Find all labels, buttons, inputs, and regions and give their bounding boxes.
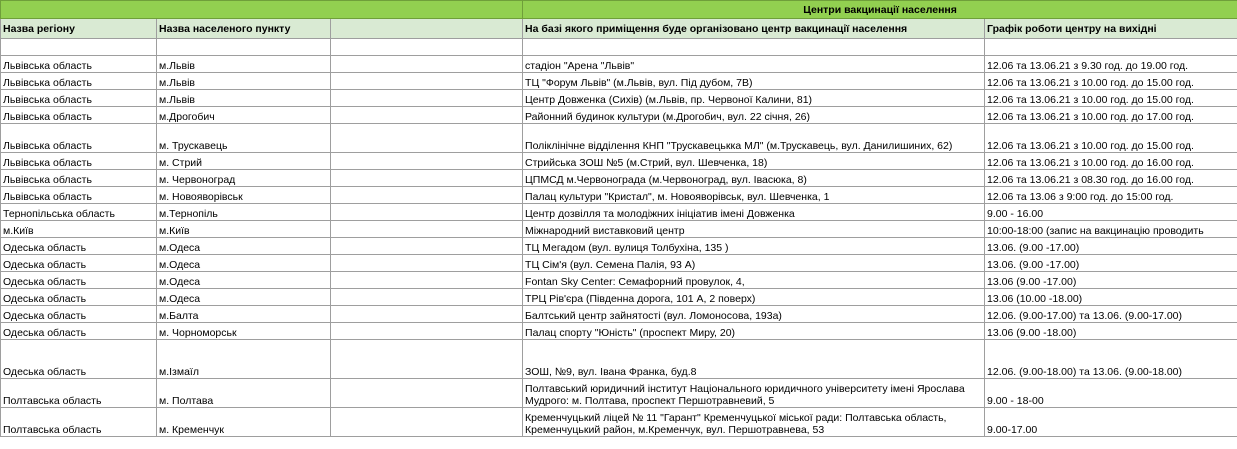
cell-region[interactable]: Львівська область [1,107,157,124]
cell-city[interactable]: м.Львів [157,73,331,90]
cell-region[interactable]: Одеська область [1,289,157,306]
cell-region[interactable]: Одеська область [1,306,157,323]
header-city[interactable]: Назва населеного пункту [157,19,331,39]
cell-schedule[interactable]: 12.06. (9.00-18.00) та 13.06. (9.00-18.00) [985,340,1237,379]
cell-blank[interactable] [331,255,523,272]
cell-schedule[interactable]: 12.06 та 13.06.21 з 10.00 год. до 17.00 год. [985,107,1237,124]
cell-schedule[interactable]: 12.06. (9.00-17.00) та 13.06. (9.00-17.00) [985,306,1237,323]
table-row [1,272,1237,289]
cell-city[interactable] [157,39,331,56]
cell-city[interactable]: м.Одеса [157,255,331,272]
cell-city[interactable]: м.Одеса [157,238,331,255]
cell-city[interactable]: м. Полтава [157,379,331,408]
cell-city[interactable]: м.Одеса [157,272,331,289]
cell-city[interactable]: м. Кременчук [157,408,331,437]
cell-schedule[interactable]: 12.06 та 13.06.21 з 9.30 год. до 19.00 год. [985,56,1237,73]
title-row [1,1,1237,19]
cell-region[interactable]: Львівська область [1,124,157,153]
cell-blank[interactable] [331,272,523,289]
cell-region[interactable]: Полтавська область [1,379,157,408]
cell-venue[interactable] [523,39,985,56]
cell-schedule[interactable]: 12.06 та 13.06.21 з 10.00 год. до 15.00 год. [985,124,1237,153]
header-venue[interactable]: На базі якого приміщення буде організовано центр вакцинації населення [523,19,985,39]
cell-city[interactable]: м.Балта [157,306,331,323]
cell-region[interactable]: Одеська область [1,340,157,379]
cell-blank[interactable] [331,204,523,221]
cell-blank[interactable] [331,39,523,56]
cell-region[interactable]: м.Київ [1,221,157,238]
cell-blank[interactable] [331,90,523,107]
cell-venue[interactable]: Палац культури "Кристал", м. Новояворівськ, вул. Шевченка, 1 [523,187,985,204]
table-row [1,153,1237,170]
cell-blank[interactable] [331,170,523,187]
table-row [1,306,1237,323]
cell-region[interactable]: Одеська область [1,255,157,272]
table-title: Центри вакцинації населення [523,1,1237,19]
cell-venue[interactable]: Поліклінічне відділення КНП "Трускавецькка МЛ" (м.Трускавець, вул. Данилишиних, 62) [523,124,985,153]
cell-blank[interactable] [331,73,523,90]
header-region[interactable]: Назва регіону [1,19,157,39]
cell-venue[interactable]: ТЦ Сім'я (вул. Семена Палія, 93 А) [523,255,985,272]
cell-venue[interactable]: стадіон "Арена "Львів" [523,56,985,73]
cell-venue[interactable]: Палац спорту "Юність" (проспект Миру, 20) [523,323,985,340]
cell-schedule[interactable]: 13.06 (9.00 -17.00) [985,272,1237,289]
cell-schedule[interactable]: 12.06 та 13.06.21 з 10.00 год. до 16.00 год. [985,153,1237,170]
title-blank-cell [1,1,523,19]
cell-schedule[interactable]: 12.06 та 13.06.21 з 10.00 год. до 15.00 год. [985,73,1237,90]
cell-schedule[interactable]: 9.00 - 16.00 [985,204,1237,221]
cell-blank[interactable] [331,379,523,408]
cell-city[interactable]: м.Дрогобич [157,107,331,124]
header-schedule[interactable]: Графік роботи центру на вихідні [985,19,1237,39]
cell-city[interactable]: м. Трускавець [157,124,331,153]
cell-schedule[interactable]: 12.06 та 13.06.21 з 10.00 год. до 15.00 год. [985,90,1237,107]
cell-region[interactable] [1,39,157,56]
cell-city[interactable]: м.Київ [157,221,331,238]
cell-venue[interactable]: ТРЦ Рів'єра (Південна дорога, 101 А, 2 поверх) [523,289,985,306]
cell-blank[interactable] [331,107,523,124]
cell-venue[interactable]: Районний будинок культури (м.Дрогобич, вул. 22 січня, 26) [523,107,985,124]
cell-blank[interactable] [331,306,523,323]
table-row [1,323,1237,340]
cell-blank[interactable] [331,221,523,238]
cell-city[interactable]: м. Стрий [157,153,331,170]
table-row [1,221,1237,238]
cell-region[interactable]: Одеська область [1,238,157,255]
cell-city[interactable]: м.Одеса [157,289,331,306]
table-row [1,289,1237,306]
header-blank[interactable] [331,19,523,39]
cell-region[interactable]: Львівська область [1,90,157,107]
cell-city[interactable]: м. Червоноград [157,170,331,187]
cell-region[interactable]: Львівська область [1,73,157,90]
cell-venue[interactable]: Балтський центр зайнятості (вул. Ломоносова, 193а) [523,306,985,323]
cell-city[interactable]: м. Чорноморськ [157,323,331,340]
cell-region[interactable]: Одеська область [1,272,157,289]
cell-region[interactable]: Львівська область [1,187,157,204]
cell-region[interactable]: Тернопільська область [1,204,157,221]
cell-schedule[interactable]: 9.00 - 18-00 [985,379,1237,408]
table-row [1,90,1237,107]
cell-region[interactable]: Львівська область [1,56,157,73]
cell-region[interactable]: Львівська область [1,153,157,170]
cell-schedule[interactable]: 12.06 та 13.06.21 з 08.30 год. до 16.00 год. [985,170,1237,187]
cell-venue[interactable]: Стрийська ЗОШ №5 (м.Стрий, вул. Шевченка, 18) [523,153,985,170]
cell-schedule[interactable]: 13.06. (9.00 -17.00) [985,255,1237,272]
cell-blank[interactable] [331,408,523,437]
cell-blank[interactable] [331,340,523,379]
cell-venue[interactable]: Полтавський юридичний інститут Національного юридичного університету імені Ярослава Мудрого: м. Полтава, проспект Першотравневий, 5 [523,379,985,408]
cell-schedule[interactable] [985,39,1237,56]
cell-city[interactable]: м.Львів [157,56,331,73]
cell-schedule[interactable]: 12.06 та 13.06 з 9:00 год. до 15:00 год. [985,187,1237,204]
table-row [1,73,1237,90]
cell-venue[interactable]: ЦПМСД м.Червонограда (м.Червоноград, вул. Івасюка, 8) [523,170,985,187]
table-row [1,39,1237,56]
cell-venue[interactable]: Центр Довженка (Сихів) (м.Львів, пр. Червоної Калини, 81) [523,90,985,107]
table-row [1,204,1237,221]
cell-region[interactable]: Львівська область [1,170,157,187]
cell-city[interactable]: м. Новояворівськ [157,187,331,204]
cell-venue[interactable]: ТЦ Мегадом (вул. вулиця Толбухіна, 135 ) [523,238,985,255]
cell-venue[interactable]: ТЦ "Форум Львів" (м.Львів, вул. Під дубом, 7В) [523,73,985,90]
cell-schedule[interactable]: 10:00-18:00 (запис на вакцинацію проводить [985,221,1237,238]
cell-blank[interactable] [331,56,523,73]
cell-schedule[interactable]: 9.00-17.00 [985,408,1237,437]
cell-city[interactable]: м.Львів [157,90,331,107]
cell-blank[interactable] [331,289,523,306]
cell-blank[interactable] [331,124,523,153]
cell-venue[interactable]: Fontan Sky Center: Семафорний провулок, 4, [523,272,985,289]
cell-blank[interactable] [331,153,523,170]
table-row [1,408,1237,437]
cell-venue[interactable]: Кременчуцький ліцей № 11 "Гарант" Кременчуцької міської ради: Полтавська область, Кременчуцький район, м.Кременчук, вул. Першотравнева, 53 [523,408,985,437]
cell-venue[interactable]: Міжнародний виставковий центр [523,221,985,238]
table-row [1,238,1237,255]
cell-schedule[interactable]: 13.06 (9.00 -18.00) [985,323,1237,340]
cell-region[interactable]: Одеська область [1,323,157,340]
cell-blank[interactable] [331,323,523,340]
table-row [1,379,1237,408]
table-row [1,255,1237,272]
cell-city[interactable]: м.Тернопіль [157,204,331,221]
cell-venue[interactable]: ЗОШ, №9, вул. Івана Франка, буд.8 [523,340,985,379]
table-row [1,56,1237,73]
cell-blank[interactable] [331,187,523,204]
table-row [1,170,1237,187]
table-row [1,340,1237,379]
header-row [1,19,1237,39]
cell-schedule[interactable]: 13.06 (10.00 -18.00) [985,289,1237,306]
table-row [1,124,1237,153]
cell-schedule[interactable]: 13.06. (9.00 -17.00) [985,238,1237,255]
cell-venue[interactable]: Центр дозвілля та молодіжних ініціатив імені Довженка [523,204,985,221]
cell-city[interactable]: м.Ізмаїл [157,340,331,379]
cell-region[interactable]: Полтавська область [1,408,157,437]
table-row [1,107,1237,124]
cell-blank[interactable] [331,238,523,255]
table-row [1,187,1237,204]
